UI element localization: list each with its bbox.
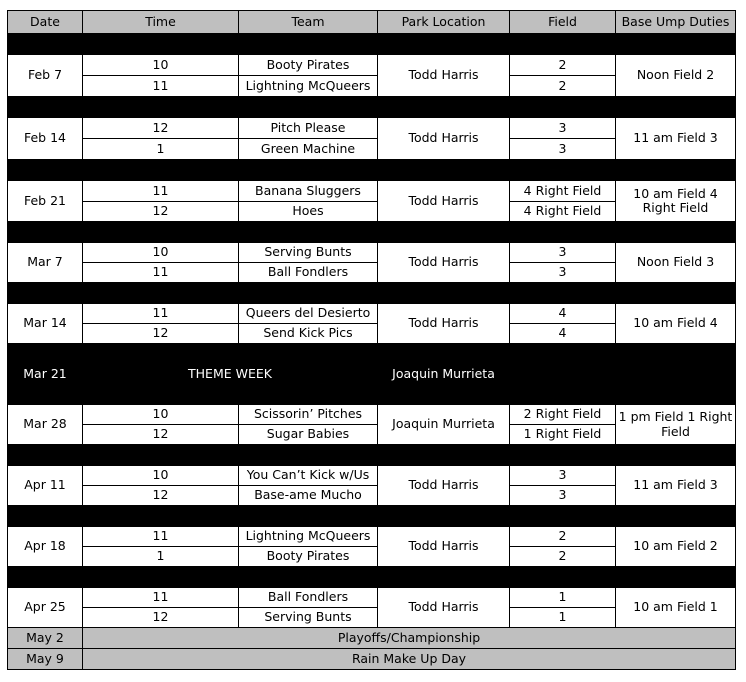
- time-cell: 10: [83, 466, 239, 486]
- time-cell: 12: [83, 425, 239, 445]
- theme-week-date: Mar 21: [8, 344, 83, 405]
- team-cell: Booty Pirates: [239, 55, 378, 76]
- team-cell: Green Machine: [239, 139, 378, 160]
- team-cell: Scissorin’ Pitches: [239, 405, 378, 425]
- game-row: [8, 527, 736, 547]
- team-cell: Ball Fondlers: [239, 588, 378, 608]
- field-cell: 3: [510, 118, 616, 139]
- game-row: [8, 304, 736, 324]
- team-cell: Booty Pirates: [239, 547, 378, 567]
- date-cell: Mar 28: [8, 405, 83, 445]
- team-cell: Queers del Desierto: [239, 304, 378, 324]
- game-row: [8, 588, 736, 608]
- schedule-table: [7, 10, 736, 670]
- time-cell: 11: [83, 527, 239, 547]
- field-cell: 2: [510, 547, 616, 567]
- separator-row: [8, 34, 736, 55]
- theme-week-field: [510, 344, 616, 405]
- team-cell: You Can’t Kick w/Us: [239, 466, 378, 486]
- field-cell: 4 Right Field: [510, 181, 616, 202]
- park-cell: Todd Harris: [378, 466, 510, 506]
- game-row: [8, 55, 736, 76]
- ump-cell: 10 am Field 2: [616, 527, 736, 567]
- time-cell: 10: [83, 243, 239, 263]
- park-cell: Todd Harris: [378, 588, 510, 628]
- date-cell: Feb 7: [8, 55, 83, 97]
- team-cell: Banana Sluggers: [239, 181, 378, 202]
- park-cell: Todd Harris: [378, 55, 510, 97]
- time-cell: 12: [83, 486, 239, 506]
- theme-week-row: [8, 344, 736, 405]
- theme-week-label: THEME WEEK: [83, 344, 378, 405]
- separator-row: [8, 283, 736, 304]
- date-cell: Feb 21: [8, 181, 83, 222]
- ump-cell: 10 am Field 4: [616, 304, 736, 344]
- header-time: Time: [83, 11, 239, 34]
- field-cell: 4 Right Field: [510, 202, 616, 222]
- date-cell: Mar 7: [8, 243, 83, 283]
- team-cell: Ball Fondlers: [239, 263, 378, 283]
- ump-cell: Noon Field 2: [616, 55, 736, 97]
- team-cell: Serving Bunts: [239, 243, 378, 263]
- header-park-location: Park Location: [378, 11, 510, 34]
- date-cell: Apr 18: [8, 527, 83, 567]
- ump-cell: 1 pm Field 1 Right Field: [616, 405, 736, 445]
- field-cell: 1: [510, 588, 616, 608]
- date-cell: Mar 14: [8, 304, 83, 344]
- ump-cell: Noon Field 3: [616, 243, 736, 283]
- header-team: Team: [239, 11, 378, 34]
- separator-row: [8, 567, 736, 588]
- park-cell: Todd Harris: [378, 118, 510, 160]
- team-cell: Lightning McQueers: [239, 76, 378, 97]
- game-row: [8, 181, 736, 202]
- special-day-date: May 2: [8, 628, 83, 649]
- field-cell: 2: [510, 527, 616, 547]
- team-cell: Hoes: [239, 202, 378, 222]
- ump-cell: 11 am Field 3: [616, 118, 736, 160]
- ump-cell: 10 am Field 1: [616, 588, 736, 628]
- field-cell: 2 Right Field: [510, 405, 616, 425]
- field-cell: 1: [510, 608, 616, 628]
- team-cell: Base-ame Mucho: [239, 486, 378, 506]
- park-cell: Todd Harris: [378, 181, 510, 222]
- field-cell: 3: [510, 139, 616, 160]
- team-cell: Send Kick Pics: [239, 324, 378, 344]
- time-cell: 1: [83, 547, 239, 567]
- field-cell: 2: [510, 76, 616, 97]
- header-base-ump-duties: Base Ump Duties: [616, 11, 736, 34]
- separator-row: [8, 222, 736, 243]
- field-cell: 1 Right Field: [510, 425, 616, 445]
- field-cell: 3: [510, 486, 616, 506]
- special-day-date: May 9: [8, 649, 83, 670]
- special-day-row: [8, 628, 736, 649]
- separator-row: [8, 506, 736, 527]
- special-day-event: Playoffs/Championship: [83, 628, 736, 649]
- team-cell: Serving Bunts: [239, 608, 378, 628]
- time-cell: 11: [83, 304, 239, 324]
- park-cell: Todd Harris: [378, 243, 510, 283]
- team-cell: Pitch Please: [239, 118, 378, 139]
- header-field: Field: [510, 11, 616, 34]
- game-row: [8, 118, 736, 139]
- team-cell: Sugar Babies: [239, 425, 378, 445]
- field-cell: 3: [510, 243, 616, 263]
- time-cell: 10: [83, 55, 239, 76]
- date-cell: Apr 11: [8, 466, 83, 506]
- theme-week-park: Joaquin Murrieta: [378, 344, 510, 405]
- park-cell: Joaquin Murrieta: [378, 405, 510, 445]
- game-row: [8, 243, 736, 263]
- game-row: [8, 466, 736, 486]
- time-cell: 10: [83, 405, 239, 425]
- time-cell: 11: [83, 588, 239, 608]
- separator-row: [8, 160, 736, 181]
- special-day-row: [8, 649, 736, 670]
- park-cell: Todd Harris: [378, 304, 510, 344]
- theme-week-ump: [616, 344, 736, 405]
- time-cell: 12: [83, 118, 239, 139]
- field-cell: 3: [510, 263, 616, 283]
- header-row: [8, 11, 736, 34]
- separator-row: [8, 445, 736, 466]
- ump-cell: 11 am Field 3: [616, 466, 736, 506]
- date-cell: Apr 25: [8, 588, 83, 628]
- time-cell: 1: [83, 139, 239, 160]
- park-cell: Todd Harris: [378, 527, 510, 567]
- time-cell: 12: [83, 202, 239, 222]
- date-cell: Feb 14: [8, 118, 83, 160]
- time-cell: 11: [83, 76, 239, 97]
- field-cell: 2: [510, 55, 616, 76]
- game-row: [8, 405, 736, 425]
- time-cell: 11: [83, 181, 239, 202]
- field-cell: 4: [510, 324, 616, 344]
- separator-row: [8, 97, 736, 118]
- time-cell: 12: [83, 608, 239, 628]
- team-cell: Lightning McQueers: [239, 527, 378, 547]
- time-cell: 12: [83, 324, 239, 344]
- time-cell: 11: [83, 263, 239, 283]
- header-date: Date: [8, 11, 83, 34]
- field-cell: 4: [510, 304, 616, 324]
- field-cell: 3: [510, 466, 616, 486]
- ump-cell: 10 am Field 4 Right Field: [616, 181, 736, 222]
- special-day-event: Rain Make Up Day: [83, 649, 736, 670]
